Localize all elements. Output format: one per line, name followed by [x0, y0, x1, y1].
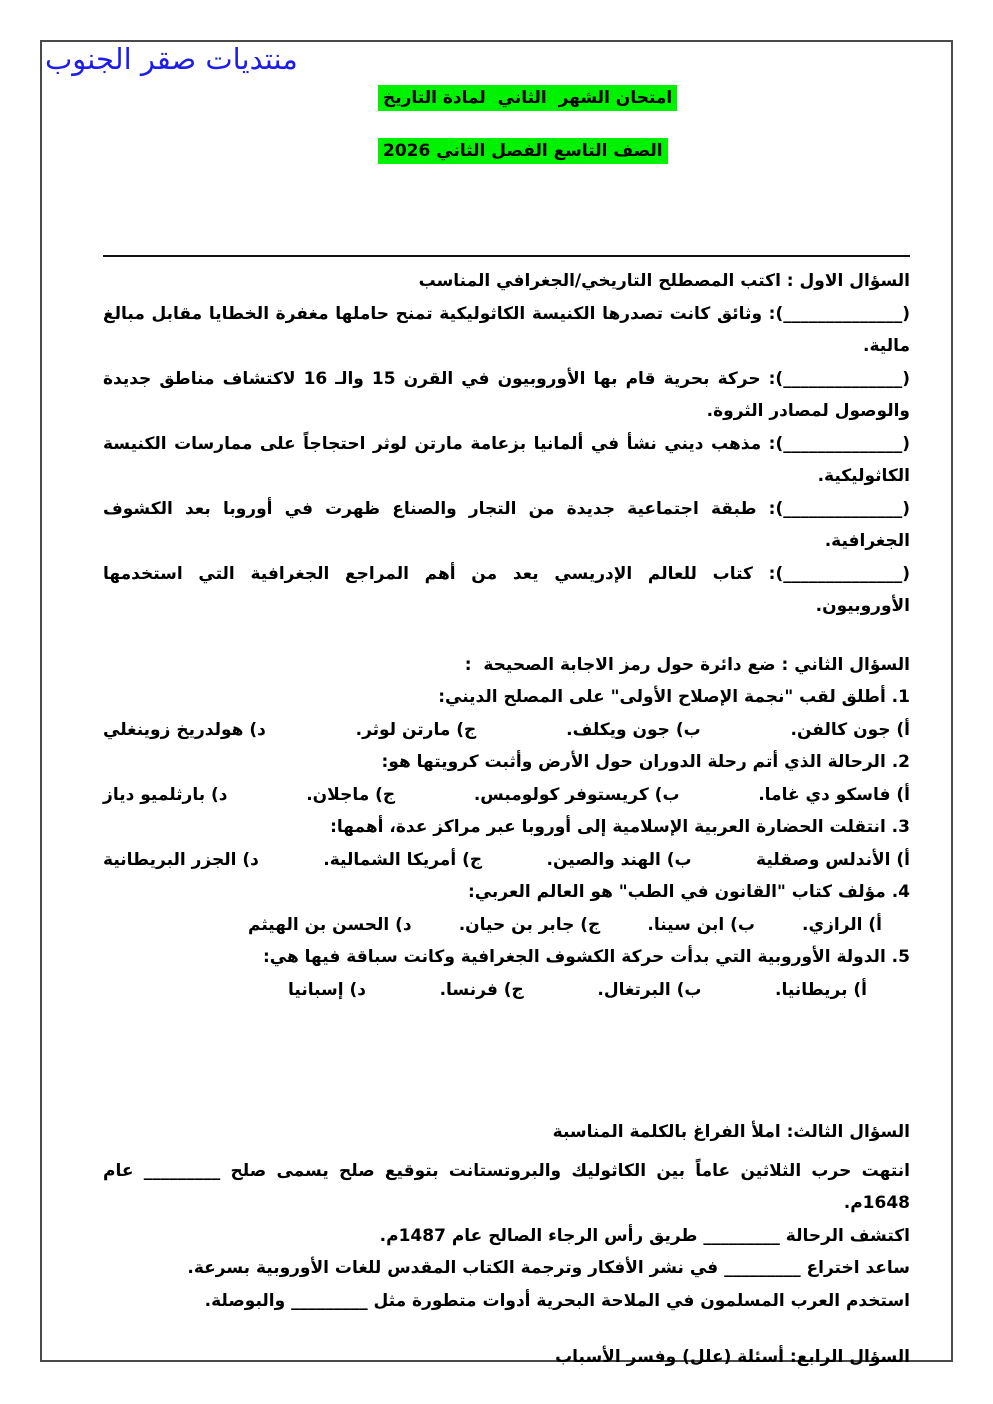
- q1-term-item: (______________): طبقة اجتماعية جديدة من التجار والصناع ظهرت في أوروبا بعد الكشوف الجغرافية.: [103, 498, 910, 551]
- mcq-option-c: ج) أمريكا الشمالية.: [323, 849, 483, 870]
- mcq-option-d: د) إسبانيا: [288, 979, 366, 1000]
- mcq4-options: [103, 909, 910, 942]
- mcq-option-b: ب) البرتغال.: [597, 979, 702, 1000]
- question2-header: السؤال الثاني : ضع دائرة حول رمز الاجابة الصحيحة :: [464, 654, 910, 675]
- mcq-option-b: ب) ابن سينا.: [647, 914, 755, 935]
- exam-content: [103, 255, 910, 1374]
- mcq4-question: 4. مؤلف كتاب "القانون في الطب" هو العالم العربي:: [467, 882, 910, 902]
- mcq5-options: [103, 974, 910, 1007]
- mcq-option-a: أ) الرازي.: [802, 914, 882, 935]
- mcq-option-b: ب) جون ويكلف.: [566, 719, 701, 740]
- q3-fill-item: اكتشف الرحالة _________ طريق رأس الرجاء الصالح عام 1487م.: [379, 1225, 910, 1246]
- q3-fill-item: انتهت حرب الثلاثين عاماً بين الكاثوليك والبروتستانت بتوقيع صلح يسمى صلح _________ عام 1648م.: [103, 1160, 910, 1213]
- mcq2-question: 2. الرحالة الذي أتم رحلة الدوران حول الأرض وأثبت كرويتها هو:: [381, 752, 910, 772]
- mcq-option-a: أ) الأندلس وصقلية: [756, 849, 910, 870]
- mcq-option-b: ب) الهند والصين.: [546, 849, 692, 870]
- mcq-option-d: د) الجزر البريطانية: [103, 849, 259, 870]
- mcq-option-c: ج) مارتن لوثر.: [355, 719, 477, 740]
- site-title: منتديات صقر الجنوب: [45, 42, 298, 76]
- divider-line: [103, 255, 910, 257]
- mcq3-question: 3. انتقلت الحضارة العربية الإسلامية إلى أوروبا عبر مراكز عدة، أهمها:: [330, 817, 910, 837]
- question4-header: السؤال الرابع: أسئلة (علل) وفسر الأسباب: [555, 1347, 910, 1367]
- exam-page-border: [40, 40, 953, 1367]
- mcq-option-d: د) الحسن بن الهيثم: [248, 914, 412, 935]
- mcq-option-a: أ) جون كالفن.: [790, 719, 910, 740]
- question3-header: السؤال الثالث: املأ الفراغ بالكلمة المناسبة: [552, 1122, 910, 1142]
- q1-term-item: (______________): وثائق كانت تصدرها الكنيسة الكاثوليكية تمنح حاملها مغفرة الخطايا مقابل مبالغ مالية.: [103, 303, 910, 356]
- mcq1-question: 1. أطلق لقب "نجمة الإصلاح الأولى" على المصلح الديني:: [438, 687, 910, 707]
- mcq-option-a: أ) بريطانيا.: [775, 979, 867, 1000]
- mcq1-options: [103, 714, 910, 747]
- q1-term-item: (______________): كتاب للعالم الإدريسي يعد من أهم المراجع الجغرافية التي استخدمها الأوروبيون.: [103, 563, 910, 616]
- q1-term-item: (______________): مذهب ديني نشأ في ألمانيا بزعامة مارتن لوثر احتجاجاً على ممارسات الكنيسة الكاثوليكية.: [103, 433, 910, 486]
- exam-subtitle-highlight: الصف التاسع الفصل الثاني 2026: [378, 138, 668, 164]
- question1-header: السؤال الاول : اكتب المصطلح التاريخي/الجغرافي المناسب: [418, 271, 910, 291]
- mcq-option-d: د) بارثلميو دياز: [103, 784, 228, 805]
- mcq-option-b: ب) كريستوفر كولومبس.: [473, 784, 680, 805]
- mcq-option-c: ج) جابر بن حيان.: [458, 914, 601, 935]
- mcq-option-a: أ) فاسكو دي غاما.: [758, 784, 910, 805]
- q1-term-item: (______________): حركة بحرية قام بها الأوروبيون في القرن 15 والـ 16 لاكتشاف مناطق جديدة والوصول لمصادر الثروة.: [103, 368, 910, 421]
- mcq-option-c: ج) فرنسا.: [439, 979, 524, 1000]
- exam-title-highlight: امتحان الشهر الثاني لمادة التاريخ: [378, 85, 677, 111]
- mcq2-options: [103, 779, 910, 812]
- q3-fill-item: استخدم العرب المسلمون في الملاحة البحرية أدوات متطورة مثل _________ والبوصلة.: [204, 1290, 910, 1311]
- q3-fill-item: ساعد اختراع _________ في نشر الأفكار وترجمة الكتاب المقدس للغات الأوروبية بسرعة.: [187, 1258, 910, 1278]
- mcq5-question: 5. الدولة الأوروبية التي بدأت حركة الكشوف الجغرافية وكانت سباقة فيها هي:: [262, 947, 910, 967]
- mcq3-options: [103, 844, 910, 877]
- mcq-option-d: د) هولدريخ زوينغلي: [103, 719, 266, 740]
- mcq-option-c: ج) ماجلان.: [306, 784, 396, 805]
